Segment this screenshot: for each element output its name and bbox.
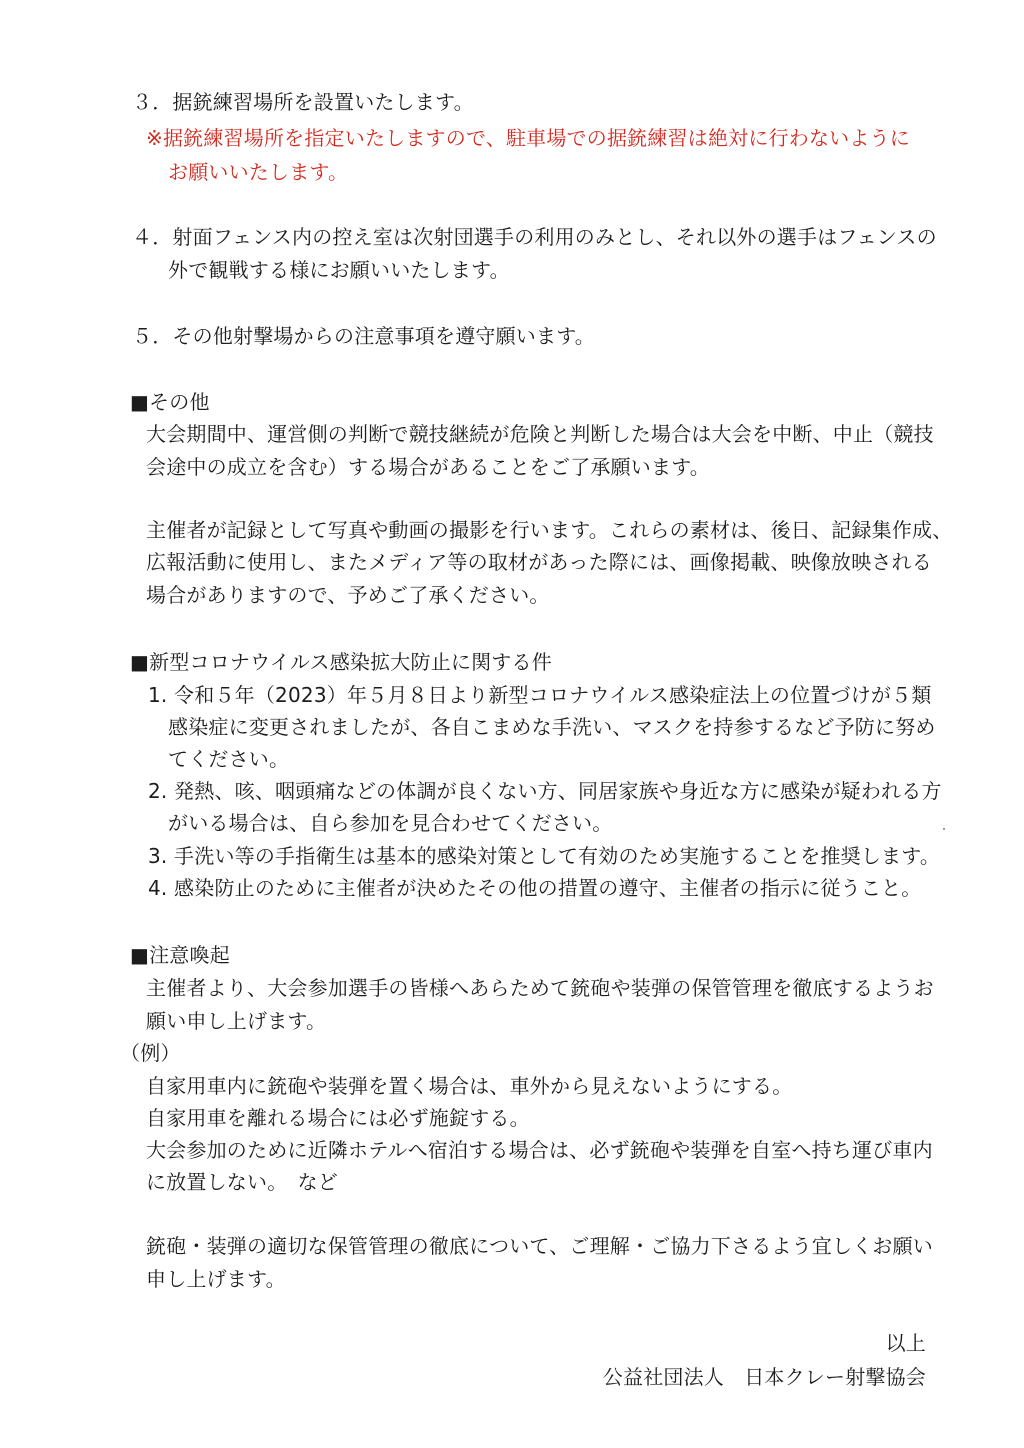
organization-name: 公益社団法人 日本クレー射撃協会	[602, 1365, 926, 1389]
end-mark: 以上	[885, 1331, 926, 1355]
caution-example-3-line-2: に放置しない。 など	[146, 1170, 338, 1194]
item-5-line-1: ５．その他射撃場からの注意事項を遵守願います。	[132, 324, 595, 348]
corona-item-4-line-1: 4. 感染防止のために主催者が決めたその他の措置の遵守、主催者の指示に従うこと。	[148, 876, 922, 900]
caution-heading: ■注意喚起	[130, 943, 230, 967]
caution-closing-line-1: 銃砲・装弾の適切な保管管理の徹底について、ご理解・ご協力下さるよう宜しくお願い	[146, 1234, 933, 1258]
corona-item-1-line-3: てください。	[168, 747, 290, 771]
others-para-1-line-1: 大会期間中、運営側の判断で競技継続が危険と判断した場合は大会を中断、中止（競技	[146, 422, 934, 446]
corona-item-1-line-1: 1. 令和５年（2023）年５月８日より新型コロナウイルス感染症法上の位置づけが５類	[148, 683, 932, 707]
scan-speck	[943, 828, 945, 830]
caution-intro-line-2: 願い申し上げます。	[146, 1009, 327, 1033]
others-para-2-line-1: 主催者が記録として写真や動画の撮影を行います。これらの素材は、後日、記録集作成、	[146, 518, 953, 542]
caution-closing-line-2: 申し上げます。	[146, 1267, 286, 1291]
caution-intro-line-1: 主催者より、大会参加選手の皆様へあらためて銃砲や装弾の保管管理を徹底するようお	[146, 976, 934, 1000]
caution-example-label: （例）	[120, 1041, 181, 1065]
corona-item-1-line-2: 感染症に変更されましたが、各自こまめな手洗い、マスクを持参するなど予防に努め	[168, 715, 936, 739]
corona-item-2-line-2: がいる場合は、自ら参加を見合わせてください。	[168, 811, 613, 835]
caution-example-2: 自家用車を離れる場合には必ず施錠する。	[146, 1106, 530, 1130]
corona-heading: ■新型コロナウイルス感染拡大防止に関する件	[130, 650, 552, 674]
others-para-1-line-2: 会途中の成立を含む）する場合があることをご了承願います。	[146, 455, 710, 479]
item-4-line-1: ４．射面フェンス内の控え室は次射団選手の利用のみとし、それ以外の選手はフェンスの	[132, 225, 937, 249]
others-heading: ■その他	[130, 390, 210, 414]
corona-item-3-line-1: 3. 手洗い等の手指衛生は基本的感染対策として有効のため実施することを推奨します。	[148, 844, 941, 868]
others-para-2-line-3: 場合がありますので、予めご了承ください。	[146, 583, 550, 607]
caution-example-3-line-1: 大会参加のために近隣ホテルへ宿泊する場合は、必ず銃砲や装弾を自室へ持ち運び車内	[146, 1138, 933, 1162]
caution-example-1: 自家用車内に銃砲や装弾を置く場合は、車外から見えないようにする。	[146, 1074, 793, 1098]
item-3-title: ３．据銃練習場所を設置いたします。	[132, 90, 474, 114]
item-4-line-2: 外で観戦する様にお願いいたします。	[168, 258, 510, 282]
others-para-2-line-2: 広報活動に使用し、またメディア等の取材があった際には、画像掲載、映像放映される	[146, 550, 932, 574]
corona-item-2-line-1: 2. 発熱、咳、咽頭痛などの体調が良くない方、同居家族や身近な方に感染が疑われる方	[148, 779, 942, 803]
item-3-warning-line-2: お願いいたします。	[168, 160, 349, 184]
item-3-warning-line-1: ※据銃練習場所を指定いたしますので、駐車場での据銃練習は絶対に行わないように	[146, 126, 910, 150]
